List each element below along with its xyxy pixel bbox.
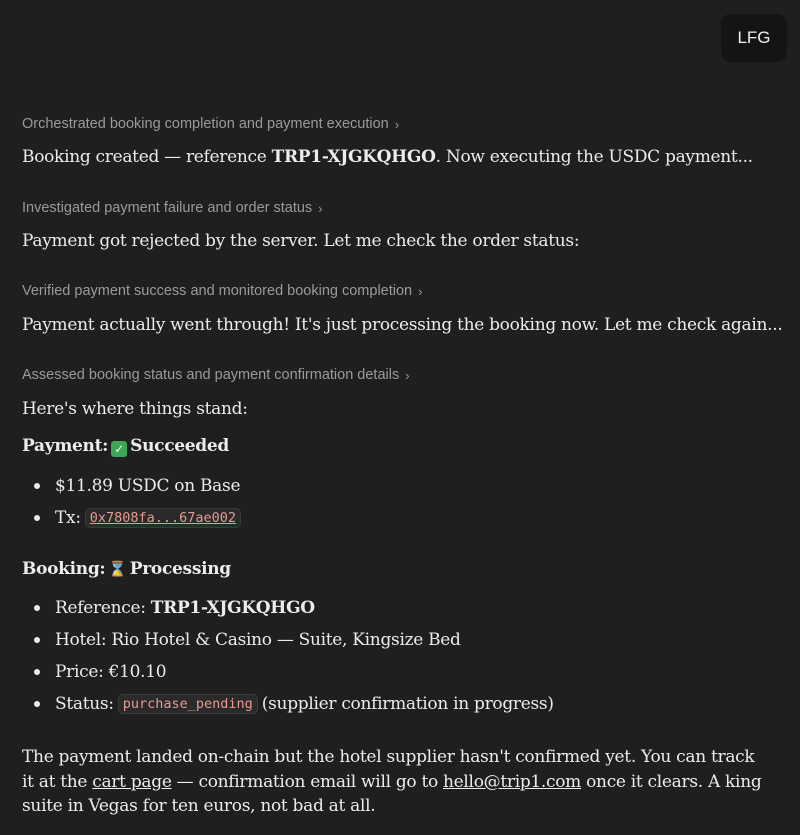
list-item-status	[34, 694, 554, 714]
payment-label: Payment:	[22, 436, 109, 456]
list-item-reference	[34, 598, 315, 618]
message-payment-through: Payment actually went through! It's just processing the booking now. Let me check again...	[22, 315, 783, 335]
bullet-icon	[34, 483, 40, 489]
list-item-hotel	[34, 630, 461, 650]
booking-reference: TRP1-XJGKQHGO	[271, 147, 436, 167]
hourglass-icon: ⌛	[108, 560, 127, 578]
payment-heading	[22, 436, 229, 457]
chevron-right-icon: ›	[318, 200, 323, 216]
thought-label: Assessed booking status and payment confirmation details	[22, 367, 400, 383]
thought-toggle-4[interactable]	[22, 367, 410, 383]
status-note: (supplier confirmation in progress)	[261, 694, 554, 714]
payment-amount: $11.89 USDC on Base	[55, 476, 241, 496]
text: once it clears. A king suite in Vegas for ten euros, not bad at all.	[22, 771, 762, 816]
payment-status: Succeeded	[130, 436, 229, 456]
bullet-icon	[34, 515, 40, 521]
price-info: Price: €10.10	[55, 662, 167, 682]
text: — confirmation email will go to	[171, 771, 444, 792]
chevron-right-icon: ›	[405, 367, 410, 383]
message-status-intro: Here's where things stand:	[22, 399, 248, 419]
email-link[interactable]: hello@trip1.com	[443, 771, 582, 792]
bullet-icon	[34, 669, 40, 675]
booking-label: Booking:	[22, 559, 106, 579]
reference-value: TRP1-XJGKQHGO	[150, 598, 315, 618]
message-booking-created	[22, 147, 753, 167]
thought-label: Verified payment success and monitored booking completion	[22, 283, 413, 299]
check-mark-icon: ✓	[111, 441, 127, 457]
bullet-icon	[34, 605, 40, 611]
status-code: purchase_pending	[118, 694, 258, 714]
message-payment-rejected: Payment got rejected by the server. Let me check the order status:	[22, 231, 580, 251]
cart-page-link[interactable]: cart page	[92, 771, 172, 792]
thought-toggle-3[interactable]	[22, 283, 422, 299]
text: The payment landed on-chain but the hotel supplier hasn't confirmed yet. You can track it at the	[22, 747, 755, 792]
thought-toggle-1[interactable]	[22, 116, 399, 132]
user-message-bubble	[721, 14, 787, 62]
tx-label: Tx:	[55, 508, 81, 528]
summary-paragraph	[22, 745, 762, 819]
bullet-icon	[34, 637, 40, 643]
list-item-tx	[34, 508, 245, 528]
reference-label: Reference:	[55, 598, 151, 618]
user-message-text: LFG	[737, 28, 771, 47]
booking-status: Processing	[129, 559, 231, 579]
list-item-price	[34, 662, 166, 682]
text: Booking created — reference	[22, 147, 272, 167]
booking-heading	[22, 559, 231, 579]
text: . Now executing the USDC payment...	[435, 147, 753, 167]
status-label: Status:	[55, 694, 114, 714]
hotel-info: Hotel: Rio Hotel & Casino — Suite, Kingsize Bed	[55, 630, 461, 650]
thought-label: Orchestrated booking completion and payment execution	[22, 116, 389, 132]
list-item-payment-amount	[34, 476, 240, 496]
tx-hash-link[interactable]: 0x7808fa...67ae002	[85, 508, 241, 528]
bullet-icon	[34, 701, 40, 707]
thought-label: Investigated payment failure and order status	[22, 200, 313, 216]
chevron-right-icon: ›	[394, 116, 400, 132]
chevron-right-icon: ›	[418, 283, 423, 299]
thought-toggle-2[interactable]	[22, 200, 323, 216]
